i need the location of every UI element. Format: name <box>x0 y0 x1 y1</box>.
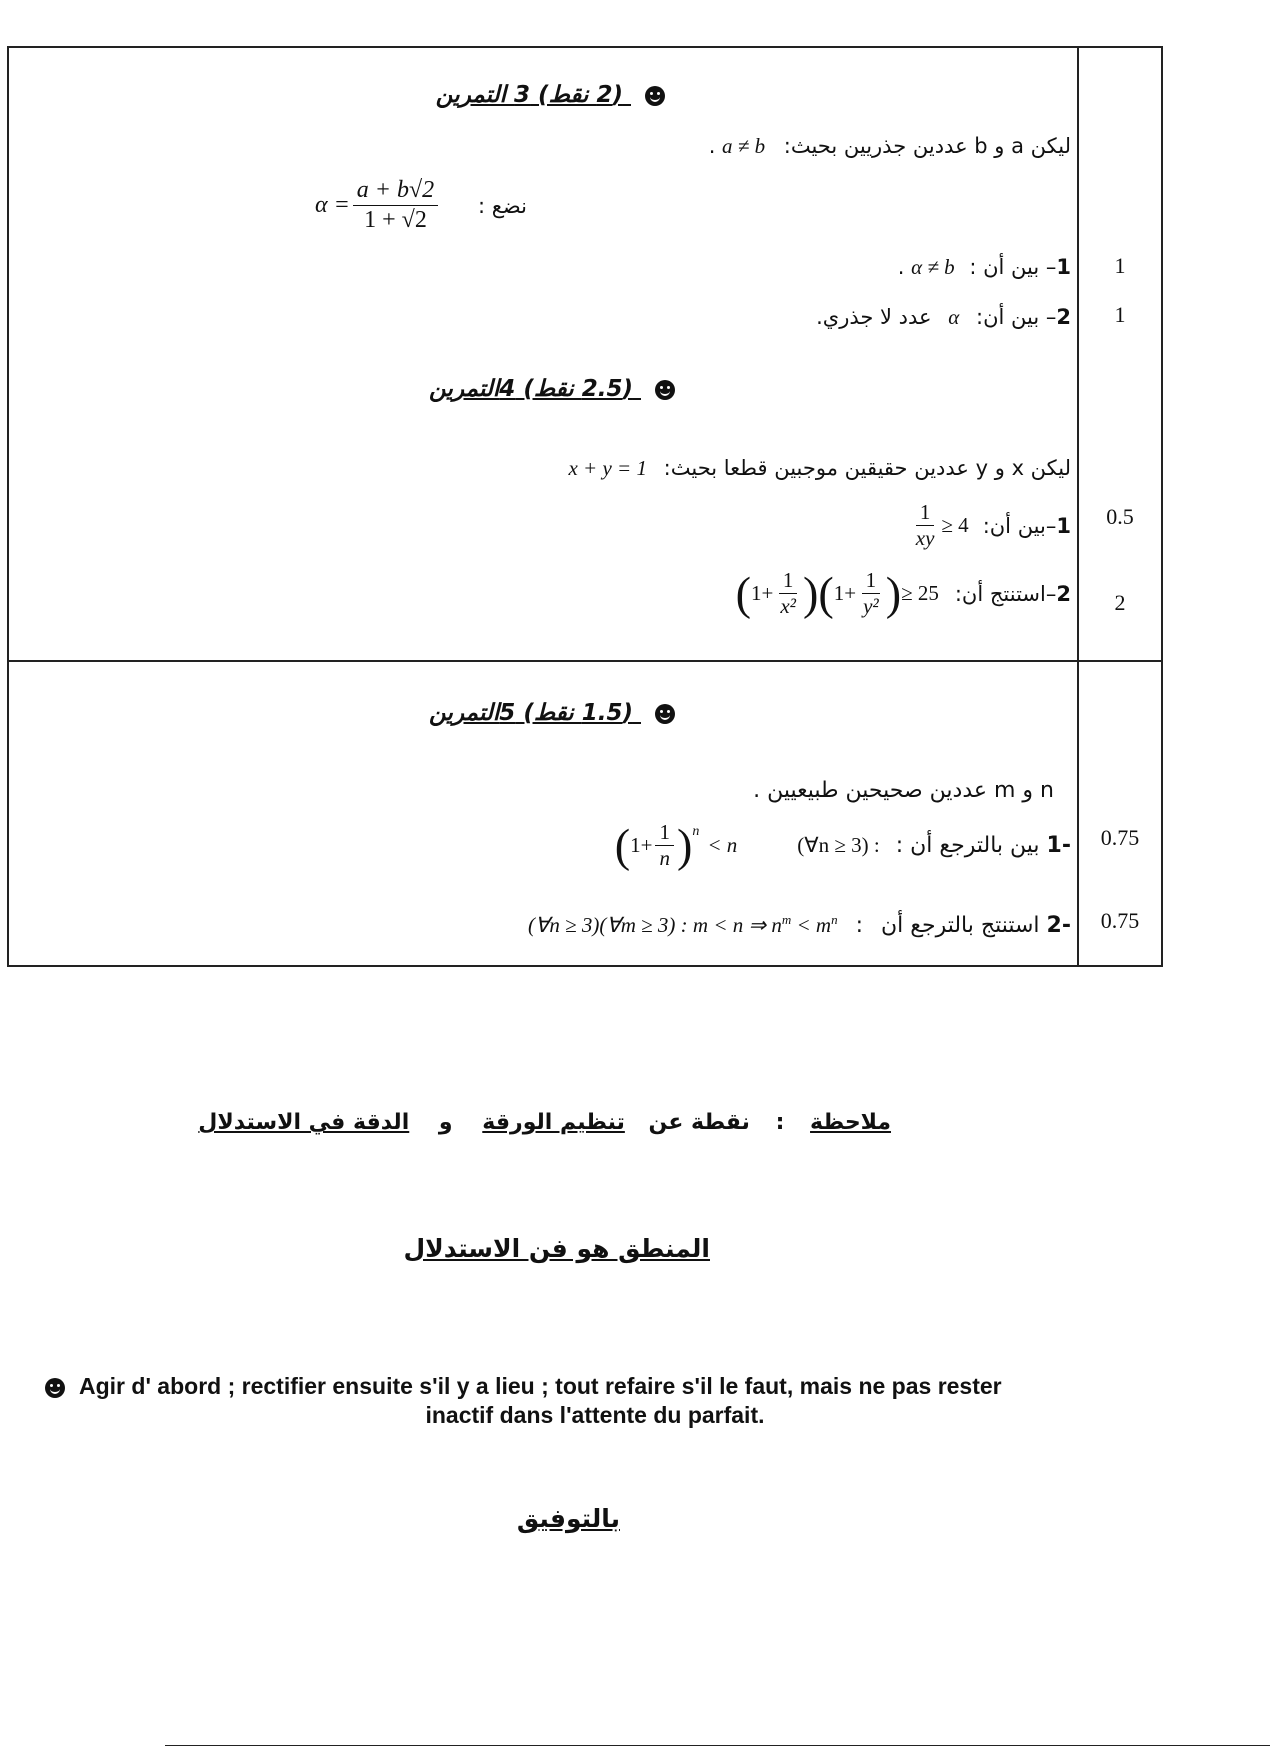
alpha-definition: α = $\frac{a + b√2}{1 + √2}$ <box>315 176 441 235</box>
exercise-4-title: (2.5 نقط) 4التمرين <box>395 376 675 402</box>
quote-line-2: inactif dans l'attente du parfait. <box>425 1402 765 1428</box>
exercise-4-intro: ليكن x و y عددين حقيقين موجبين قطعا بحيث: x + y = 1 <box>568 456 1071 480</box>
exercise-4-question-1: 1 – بين أن: $\frac{1}{xy}$ ≥ 4 <box>915 500 1071 551</box>
exercise-4-points-2: 2 <box>1114 590 1126 615</box>
table-row-divider <box>7 660 1163 662</box>
exercise-3-title: (2 نقط) 3 التمرين <box>395 82 665 108</box>
set-label: نضع : <box>478 194 527 218</box>
exercise-5-points-1: 0.75 <box>1100 825 1140 850</box>
table-left-border <box>7 46 9 966</box>
exercise-3-question-1: 1– بين أن : α ≠ b . <box>897 255 1071 279</box>
table-column-divider <box>1077 46 1079 966</box>
smiley-icon <box>655 704 675 724</box>
exercise-5-points-2: 0.75 <box>1100 908 1140 933</box>
footer-line <box>165 1745 1270 1746</box>
motto: المنطق هو فن الاستدلال <box>403 1234 710 1263</box>
exercise-3-points-1: 1 <box>1114 253 1126 278</box>
exercise-3-question-2: 2– بين أن: α عدد لا جذري. <box>816 305 1071 329</box>
table-top-border <box>7 46 1163 48</box>
smiley-icon <box>655 380 675 400</box>
exercise-5-intro: n و m عددين صحيحين طبيعيين . <box>753 778 1054 803</box>
note-line: ملاحظة : نقطة عن تنظيم الورقة و الدقة في الاستدلال <box>198 1110 891 1135</box>
table-right-border <box>1161 46 1163 966</box>
closing: بالتوفيق <box>516 1504 620 1533</box>
quote-block <box>45 1372 1125 1430</box>
exercise-4-question-2: 2 – استنتج أن: ( 1+ $\frac{1}{\text{x²}}$ )( 1+ $\frac{1}{\text{y²}}$ ) ≥ 25 <box>735 567 1071 619</box>
exercise-4-points-1: 0.5 <box>1106 504 1134 529</box>
exercise-5-question-2: -2 استنتج بالترجع أن : (∀n ≥ 3)(∀m ≥ 3) : m < n ⇒ $n^m < m^n$ <box>527 912 1071 938</box>
exercise-5-title: (1.5 نقط) 5التمرين <box>395 700 675 726</box>
quote-line-1: Agir d' abord ; rectifier ensuite s'il y a lieu ; tout refaire s'il le faut, mais ne pas rester <box>79 1373 1002 1399</box>
exercise-5-question-1: -1 بين بالترجع أن : ( 1+ $\frac{1}{n}$ ) $^n$ < n (∀n ≥ 3) : <box>614 819 1071 871</box>
smiley-icon <box>645 86 665 106</box>
exercise-3-points-2: 1 <box>1114 302 1126 327</box>
table-bottom-border <box>7 965 1163 967</box>
smiley-icon <box>45 1378 65 1398</box>
exercise-3-intro: ليكن a و b عددين جذريين بحيث: a ≠ b . <box>708 134 1071 158</box>
